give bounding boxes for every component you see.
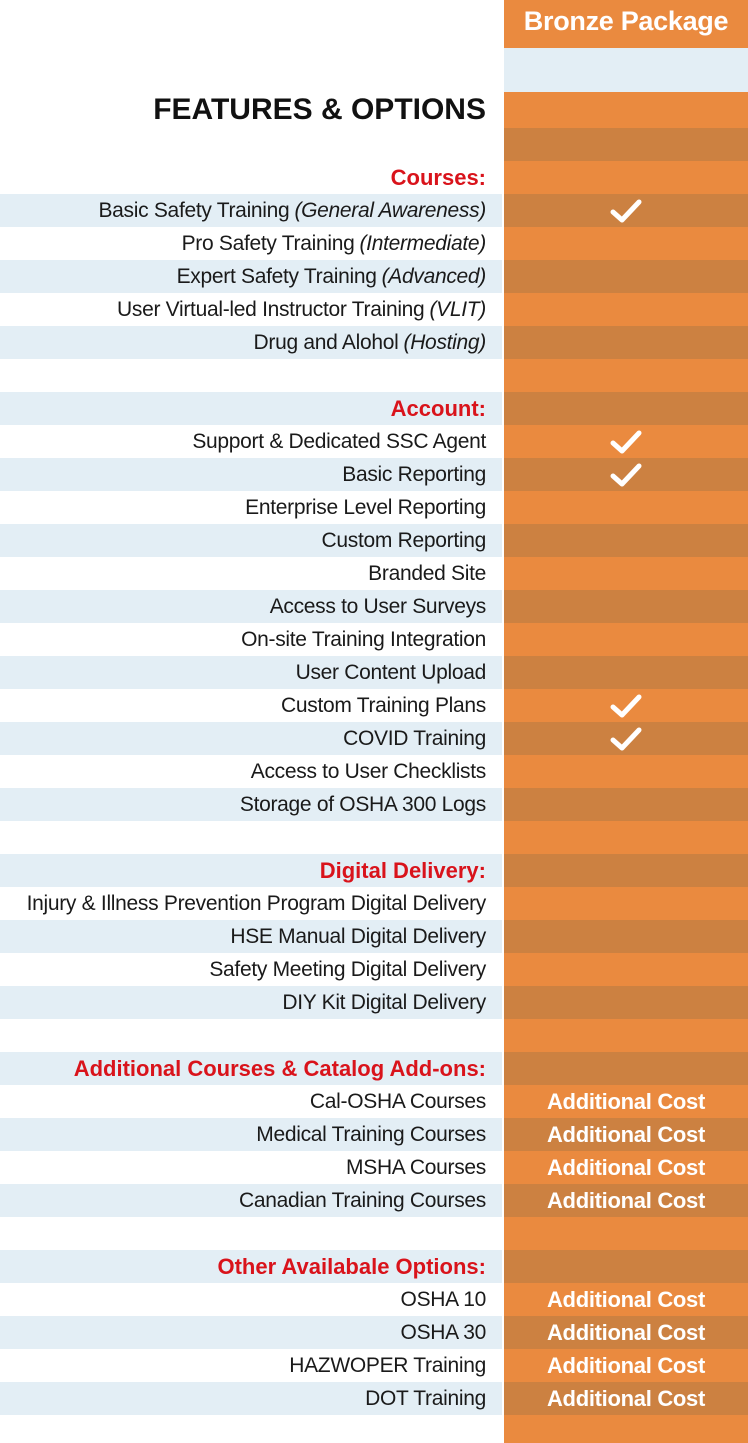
feature-row-value-cell <box>504 755 748 788</box>
section-title-row-value-cell <box>504 161 748 194</box>
additional-cost-label: Additional Cost <box>546 1319 706 1345</box>
section-title: Other Availabale Options: <box>217 1253 486 1279</box>
feature-note: (Hosting) <box>403 330 486 354</box>
feature-row-label-cell <box>0 194 502 227</box>
section-title: Digital Delivery: <box>319 857 486 883</box>
feature-row-label-cell <box>0 491 502 524</box>
feature-label: Storage of OSHA 300 Logs <box>239 792 486 816</box>
feature-row-label-cell <box>0 1316 502 1349</box>
section-spacer-row-label-cell <box>0 1217 502 1250</box>
feature-row-label-cell <box>0 920 502 953</box>
feature-row <box>0 887 748 920</box>
feature-row-value-cell <box>504 524 748 557</box>
feature-row-value-cell <box>504 1151 748 1184</box>
feature-label: User Virtual-led Instructor Training <box>117 297 425 321</box>
section-spacer-row-value-cell <box>504 128 748 161</box>
feature-row <box>0 1085 748 1118</box>
feature-label: DIY Kit Digital Delivery <box>282 990 486 1014</box>
feature-note: (Advanced) <box>381 264 486 288</box>
feature-row-value-cell <box>504 689 748 722</box>
feature-label: HSE Manual Digital Delivery <box>230 924 486 948</box>
section-title-row <box>0 854 748 887</box>
footer-spacer-row-value-cell <box>504 1415 748 1443</box>
feature-row <box>0 755 748 788</box>
feature-row <box>0 590 748 623</box>
feature-row-value-cell <box>504 1184 748 1217</box>
section-spacer-row-value-cell <box>504 821 748 854</box>
feature-row-value-cell <box>504 425 748 458</box>
feature-row-value-cell <box>504 260 748 293</box>
feature-row <box>0 326 748 359</box>
section-spacer-row-label-cell <box>0 128 502 161</box>
feature-row-label-cell <box>0 293 502 326</box>
feature-row-value-cell <box>504 953 748 986</box>
feature-row-label-cell <box>0 1382 502 1415</box>
feature-label: MSHA Courses <box>346 1155 486 1179</box>
section-title-row-value-cell <box>504 1052 748 1085</box>
section-title: Account: <box>390 395 486 421</box>
feature-row-label-cell <box>0 986 502 1019</box>
package-name: Bronze Package <box>523 6 729 36</box>
check-icon <box>609 461 643 489</box>
feature-row-value-cell <box>504 887 748 920</box>
additional-cost-label: Additional Cost <box>546 1088 706 1114</box>
feature-row <box>0 920 748 953</box>
feature-row <box>0 788 748 821</box>
feature-row <box>0 491 748 524</box>
feature-label: Basic Safety Training <box>98 198 290 222</box>
additional-cost-label: Additional Cost <box>546 1352 706 1378</box>
feature-row <box>0 689 748 722</box>
header-spacer-row <box>0 48 748 92</box>
feature-row-label-cell <box>0 656 502 689</box>
feature-row-value-cell <box>504 1283 748 1316</box>
section-spacer-row <box>0 1217 748 1250</box>
footer-spacer-row-label-cell <box>0 1415 502 1443</box>
package-header-row-label-cell <box>0 0 502 48</box>
section-spacer-row <box>0 1019 748 1052</box>
additional-cost-label: Additional Cost <box>546 1385 706 1411</box>
feature-row-label-cell <box>0 755 502 788</box>
feature-row-value-cell <box>504 656 748 689</box>
feature-row-value-cell <box>504 326 748 359</box>
feature-label: Access to User Checklists <box>250 759 486 783</box>
feature-label: OSHA 30 <box>400 1320 486 1344</box>
feature-row <box>0 722 748 755</box>
feature-row <box>0 260 748 293</box>
feature-label: Support & Dedicated SSC Agent <box>192 429 486 453</box>
feature-row-label-cell <box>0 1283 502 1316</box>
section-title-row <box>0 161 748 194</box>
feature-row <box>0 953 748 986</box>
section-spacer-row <box>0 359 748 392</box>
feature-row <box>0 623 748 656</box>
package-header-row-value-cell <box>504 0 748 48</box>
feature-row-label-cell <box>0 722 502 755</box>
feature-label: Custom Reporting <box>321 528 486 552</box>
section-spacer-row-value-cell <box>504 1019 748 1052</box>
package-header-row <box>0 0 748 48</box>
feature-row-label-cell <box>0 1349 502 1382</box>
feature-row-value-cell <box>504 491 748 524</box>
section-title-row-value-cell <box>504 1250 748 1283</box>
section-title-row-label-cell <box>0 392 502 425</box>
feature-row <box>0 656 748 689</box>
feature-row-value-cell <box>504 1382 748 1415</box>
section-spacer-row <box>0 128 748 161</box>
feature-row <box>0 1283 748 1316</box>
feature-row-value-cell <box>504 1316 748 1349</box>
feature-row-value-cell <box>504 722 748 755</box>
feature-note: (VLIT) <box>429 297 486 321</box>
check-icon <box>609 725 643 753</box>
additional-cost-label: Additional Cost <box>546 1286 706 1312</box>
feature-row-value-cell <box>504 293 748 326</box>
feature-label: On-site Training Integration <box>241 627 486 651</box>
feature-label: Pro Safety Training <box>181 231 355 255</box>
feature-row-label-cell <box>0 887 502 920</box>
section-spacer-row-label-cell <box>0 821 502 854</box>
feature-row-label-cell <box>0 953 502 986</box>
feature-label: OSHA 10 <box>400 1287 486 1311</box>
section-title-row <box>0 392 748 425</box>
feature-row-value-cell <box>504 986 748 1019</box>
feature-note: (General Awareness) <box>294 198 486 222</box>
feature-row <box>0 1118 748 1151</box>
feature-label: Canadian Training Courses <box>239 1188 486 1212</box>
feature-label: COVID Training <box>343 726 486 750</box>
feature-row-value-cell <box>504 1349 748 1382</box>
feature-row-label-cell <box>0 623 502 656</box>
feature-row-label-cell <box>0 524 502 557</box>
header-spacer-row-value-cell <box>504 48 748 92</box>
feature-note: (Intermediate) <box>359 231 486 255</box>
section-spacer-row-value-cell <box>504 359 748 392</box>
feature-row-label-cell <box>0 689 502 722</box>
feature-row <box>0 1349 748 1382</box>
feature-row-label-cell <box>0 1085 502 1118</box>
section-spacer-row-label-cell <box>0 359 502 392</box>
feature-row <box>0 1151 748 1184</box>
feature-row-label-cell <box>0 260 502 293</box>
section-spacer-row-label-cell <box>0 1019 502 1052</box>
feature-label: Injury & Illness Prevention Program Digital Delivery <box>26 891 486 915</box>
feature-row-value-cell <box>504 557 748 590</box>
footer-spacer-row <box>0 1415 748 1443</box>
feature-label: Branded Site <box>368 561 486 585</box>
feature-row <box>0 1316 748 1349</box>
section-title-row-label-cell <box>0 1052 502 1085</box>
additional-cost-label: Additional Cost <box>546 1187 706 1213</box>
feature-row-value-cell <box>504 788 748 821</box>
feature-row-label-cell <box>0 326 502 359</box>
features-title-row <box>0 92 748 128</box>
feature-row-value-cell <box>504 1118 748 1151</box>
feature-row <box>0 1382 748 1415</box>
feature-row-value-cell <box>504 623 748 656</box>
feature-row <box>0 557 748 590</box>
feature-row <box>0 425 748 458</box>
section-spacer-row <box>0 821 748 854</box>
feature-row-value-cell <box>504 194 748 227</box>
feature-row <box>0 194 748 227</box>
feature-row-label-cell <box>0 458 502 491</box>
feature-row <box>0 227 748 260</box>
feature-row <box>0 293 748 326</box>
feature-row-label-cell <box>0 1184 502 1217</box>
feature-row-value-cell <box>504 458 748 491</box>
feature-row-label-cell <box>0 425 502 458</box>
feature-label: DOT Training <box>365 1386 486 1410</box>
section-title-row-label-cell <box>0 854 502 887</box>
section-title-row <box>0 1250 748 1283</box>
section-title-row-label-cell <box>0 1250 502 1283</box>
feature-row-label-cell <box>0 1118 502 1151</box>
feature-label: Basic Reporting <box>342 462 486 486</box>
section-title-row-value-cell <box>504 392 748 425</box>
feature-label: User Content Upload <box>295 660 486 684</box>
section-spacer-row-value-cell <box>504 1217 748 1250</box>
section-title: Additional Courses & Catalog Add-ons: <box>73 1055 486 1081</box>
feature-label: Medical Training Courses <box>256 1122 486 1146</box>
feature-row-label-cell <box>0 227 502 260</box>
feature-label: Drug and Alohol <box>253 330 399 354</box>
feature-label: Enterprise Level Reporting <box>245 495 486 519</box>
feature-label: Custom Training Plans <box>281 693 486 717</box>
features-title-row-value-cell <box>504 92 748 128</box>
feature-row-value-cell <box>504 227 748 260</box>
feature-row-label-cell <box>0 788 502 821</box>
feature-row-label-cell <box>0 590 502 623</box>
feature-row-label-cell <box>0 557 502 590</box>
section-title-row <box>0 1052 748 1085</box>
feature-label: HAZWOPER Training <box>289 1353 486 1377</box>
feature-row-value-cell <box>504 920 748 953</box>
check-icon <box>609 692 643 720</box>
feature-label: Expert Safety Training <box>176 264 377 288</box>
check-icon <box>609 197 643 225</box>
feature-row <box>0 1184 748 1217</box>
additional-cost-label: Additional Cost <box>546 1121 706 1147</box>
section-title-row-label-cell <box>0 161 502 194</box>
page-title: FEATURES & OPTIONS <box>153 93 486 126</box>
feature-label: Access to User Surveys <box>269 594 486 618</box>
feature-row <box>0 524 748 557</box>
feature-label: Cal-OSHA Courses <box>309 1089 486 1113</box>
feature-label: Safety Meeting Digital Delivery <box>209 957 486 981</box>
features-title-row-label-cell <box>0 92 502 128</box>
section-title-row-value-cell <box>504 854 748 887</box>
feature-row-label-cell <box>0 1151 502 1184</box>
check-icon <box>609 428 643 456</box>
section-title: Courses: <box>390 164 486 190</box>
feature-row <box>0 458 748 491</box>
additional-cost-label: Additional Cost <box>546 1154 706 1180</box>
feature-row-value-cell <box>504 590 748 623</box>
feature-row <box>0 986 748 1019</box>
feature-row-value-cell <box>504 1085 748 1118</box>
header-spacer-row-label-cell <box>0 48 502 92</box>
